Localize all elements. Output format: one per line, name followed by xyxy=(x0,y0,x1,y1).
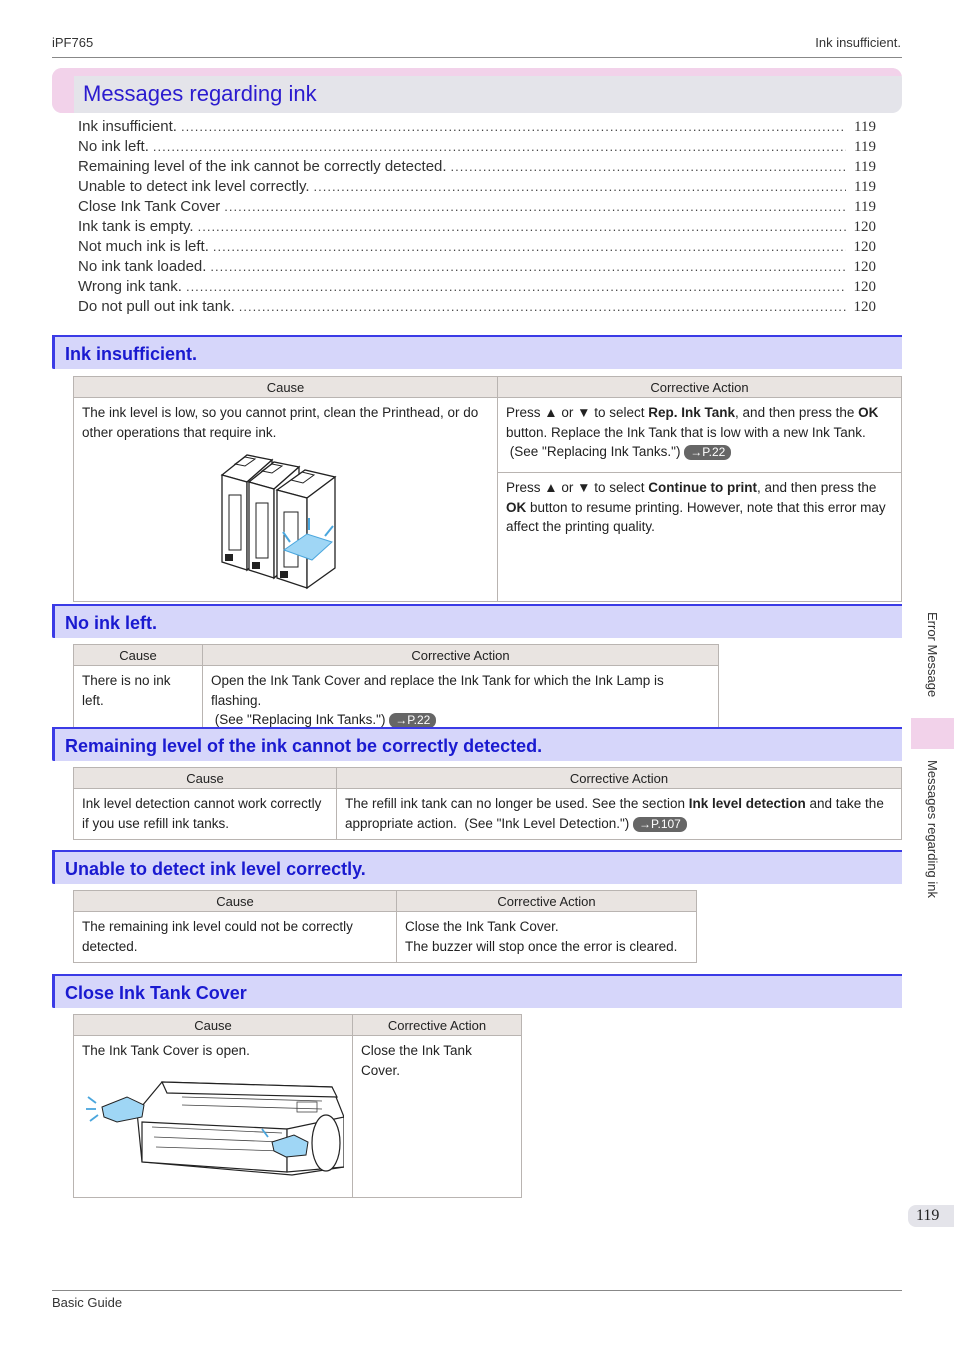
toc-label: Wrong ink tank. xyxy=(78,278,182,295)
action-text: button to resume printing. However, note that this error may affect the printing quality. xyxy=(506,499,886,535)
toc-label: No ink left. xyxy=(78,138,149,155)
section-heading-remaining-level xyxy=(52,727,902,761)
action-cell: Close the Ink Tank Cover. xyxy=(353,1036,522,1198)
section-title: Close Ink Tank Cover xyxy=(65,983,247,1003)
column-header-cause: Cause xyxy=(74,645,203,666)
action-text: The buzzer will stop once the error is cleared. xyxy=(405,938,678,954)
main-title-box xyxy=(52,68,902,113)
toc-item[interactable] xyxy=(78,278,876,298)
action-text: The refill ink tank can no longer be used. See the section xyxy=(345,796,689,811)
section-title: No ink left. xyxy=(65,613,158,633)
action-text: button. Replace the Ink Tank that is low with a new Ink Tank. xyxy=(506,424,866,440)
menu-item-rep-ink-tank: Rep. Ink Tank xyxy=(648,405,736,420)
toc-item[interactable] xyxy=(78,258,876,278)
action-cell xyxy=(397,912,697,963)
toc-label: Close Ink Tank Cover xyxy=(78,198,221,215)
unable-detect-table xyxy=(73,890,697,963)
cause-text: The Ink Tank Cover is open. xyxy=(82,1043,250,1058)
toc-page: 119 xyxy=(854,199,876,215)
footer-text: Basic Guide xyxy=(52,1295,123,1310)
column-header-action: Corrective Action xyxy=(397,891,697,912)
action-text: and take the appropriate action. xyxy=(345,796,884,831)
sidebar-chapter-tab[interactable] xyxy=(922,612,942,712)
toc-page: 120 xyxy=(853,299,876,315)
toc-item[interactable] xyxy=(78,158,876,178)
ok-button-label: OK xyxy=(858,405,879,420)
sidebar-chapter-label: Error Message xyxy=(925,612,940,698)
toc-label: Not much ink is left. xyxy=(78,238,209,255)
toc-item[interactable] xyxy=(78,118,876,138)
sidebar-section-label: Messages regarding ink xyxy=(925,760,940,899)
toc-page: 119 xyxy=(854,179,876,195)
no-ink-left-table xyxy=(73,644,719,737)
header-model: iPF765 xyxy=(52,35,94,50)
cause-cell: Ink level detection cannot work correctly if you use refill ink tanks. xyxy=(74,789,337,840)
column-header-action: Corrective Action xyxy=(498,377,902,398)
column-header-action: Corrective Action xyxy=(203,645,719,666)
column-header-cause: Cause xyxy=(74,1015,353,1036)
toc-item[interactable] xyxy=(78,178,876,198)
section-heading-no-ink-left xyxy=(52,604,902,638)
toc-label: Ink insufficient. xyxy=(78,118,177,135)
section-title: Remaining level of the ink cannot be correctly detected. xyxy=(65,736,543,756)
action-text: Press ▲ or ▼ to select xyxy=(506,480,649,496)
toc-label: No ink tank loaded. xyxy=(78,258,207,275)
toc-item[interactable] xyxy=(78,218,876,238)
toc-item[interactable] xyxy=(78,198,876,218)
toc-label: Ink tank is empty. xyxy=(78,218,194,235)
close-cover-table xyxy=(73,1014,522,1198)
section-reference-bold: Ink level detection xyxy=(688,796,806,811)
page-title: Messages regarding ink xyxy=(83,81,317,106)
page-ref-link[interactable]: →P.107 xyxy=(633,817,687,832)
ok-button-label: OK xyxy=(506,499,527,515)
toc-page: 120 xyxy=(853,239,876,255)
toc-page: 120 xyxy=(853,279,876,295)
remaining-level-table xyxy=(73,767,902,840)
table-of-contents xyxy=(78,118,876,318)
action-text: Open the Ink Tank Cover and replace the Ink Tank for which the Ink Lamp is flashing. xyxy=(211,673,664,708)
action-text: Press ▲ or ▼ to select xyxy=(506,405,649,420)
toc-page: 119 xyxy=(854,139,876,155)
ink-tanks-illustration xyxy=(217,450,357,595)
cause-cell xyxy=(74,398,498,602)
page-number: 119 xyxy=(916,1207,940,1224)
toc-label: Do not pull out ink tank. xyxy=(78,298,235,315)
see-reference: (See "Ink Level Detection.") xyxy=(464,815,630,831)
page-ref-link[interactable]: →P.22 xyxy=(684,445,731,460)
action-text: , and then press the xyxy=(757,480,877,496)
column-header-action: Corrective Action xyxy=(337,768,902,789)
see-reference: (See "Replacing Ink Tanks.") xyxy=(509,444,681,459)
sidebar-section-tab[interactable] xyxy=(922,760,942,920)
toc-item[interactable] xyxy=(78,238,876,258)
column-header-cause: Cause xyxy=(74,891,397,912)
cause-cell: The remaining ink level could not be correctly detected. xyxy=(74,912,397,963)
toc-page: 120 xyxy=(853,259,876,275)
cause-text: The ink level is low, so you cannot print, clean the Printhead, or do other operations that require ink. xyxy=(82,405,479,440)
toc-page: 119 xyxy=(854,119,876,135)
printer-open-cover-illustration xyxy=(82,1067,344,1179)
cause-cell: There is no ink left. xyxy=(74,666,203,737)
header-section: Ink insufficient. xyxy=(815,35,901,50)
action-cell xyxy=(337,789,902,840)
toc-page: 120 xyxy=(853,219,876,235)
section-heading-ink-insufficient xyxy=(52,335,902,369)
footer-divider xyxy=(52,1290,902,1291)
see-reference: (See "Replacing Ink Tanks.") xyxy=(214,712,386,727)
header-divider xyxy=(52,57,902,58)
toc-item[interactable] xyxy=(78,138,876,158)
ink-insufficient-table xyxy=(73,376,902,602)
toc-label: Remaining level of the ink cannot be correctly detected. xyxy=(78,158,447,175)
sidebar-current-marker xyxy=(911,718,954,749)
column-header-cause: Cause xyxy=(74,377,498,398)
action-cell-replace xyxy=(498,398,902,473)
cause-cell xyxy=(74,1036,353,1198)
toc-label: Unable to detect ink level correctly. xyxy=(78,178,310,195)
action-text: , and then press the xyxy=(735,405,859,420)
section-heading-close-cover xyxy=(52,974,902,1008)
section-title: Unable to detect ink level correctly. xyxy=(65,859,366,879)
action-cell xyxy=(203,666,719,737)
toc-item[interactable] xyxy=(78,298,876,318)
menu-item-continue-to-print: Continue to print xyxy=(648,480,757,496)
column-header-cause: Cause xyxy=(74,768,337,789)
page-ref-link[interactable]: →P.22 xyxy=(389,713,436,728)
action-cell-continue xyxy=(498,473,902,602)
action-text: Close the Ink Tank Cover. xyxy=(405,919,559,934)
toc-page: 119 xyxy=(854,159,876,175)
section-title: Ink insufficient. xyxy=(65,344,198,364)
section-heading-unable-detect xyxy=(52,850,902,884)
column-header-action: Corrective Action xyxy=(353,1015,522,1036)
